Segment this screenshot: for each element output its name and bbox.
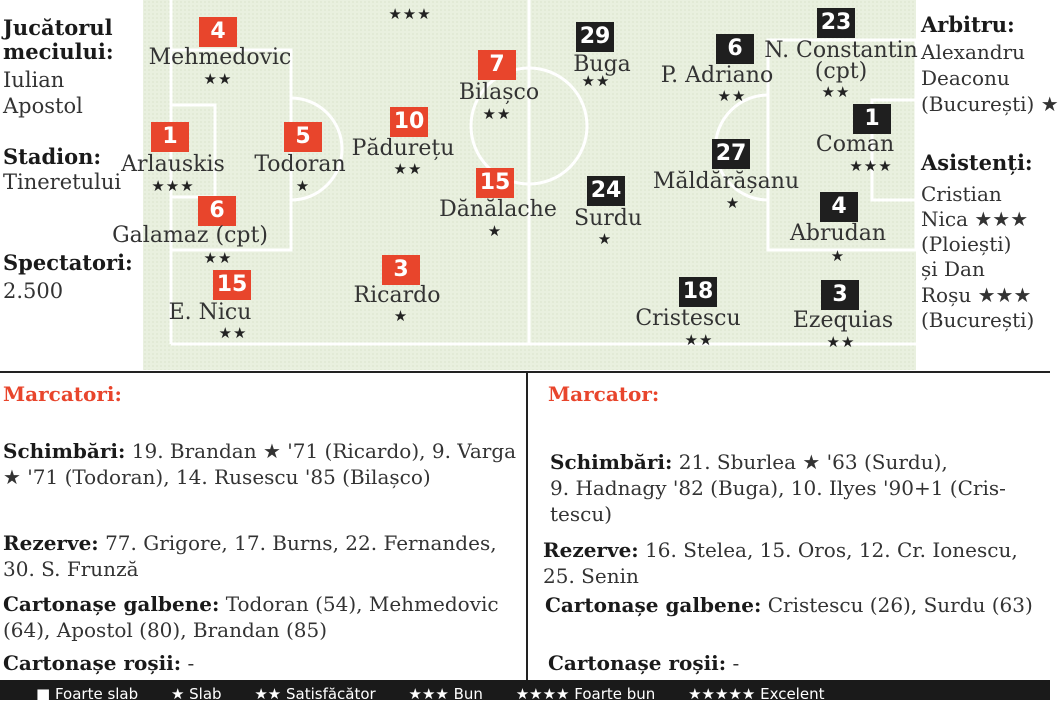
reserves (3, 530, 523, 582)
motm-last-name: Apostol (3, 94, 83, 118)
substitutions-label: Schimbări: (550, 450, 673, 474)
assistant-line: Roșu ★★★ (921, 283, 1032, 307)
player-number: 27 (712, 139, 750, 169)
substitutions-text: ★ '71 (Todoran), 14. Rusescu '85 (Bilașco) (3, 465, 431, 489)
player-name: Galamaz (cpt) (112, 223, 268, 248)
player-name: Bilașco (458, 80, 540, 105)
player-number: 4 (199, 17, 237, 47)
player-number: 6 (716, 34, 754, 64)
reserves (543, 537, 1043, 589)
referee-label: Arbitru: (921, 12, 1015, 37)
spectators-label: Spectatori: (3, 250, 133, 275)
player-number: 6 (198, 196, 236, 226)
player-rating: ★★★ (849, 157, 893, 175)
player-number: 1 (151, 122, 189, 152)
player-rating: ★ (487, 222, 503, 240)
player-name: Surdu (573, 206, 643, 231)
player-rating: ★★ (821, 83, 851, 101)
player-name: N. Constantin (764, 38, 918, 63)
motm-first-name: Iulian (3, 68, 65, 92)
reserves-text: 25. Senin (543, 564, 639, 588)
motm-label: Jucătorul meciului: (3, 15, 114, 64)
player-number: 7 (478, 50, 516, 80)
player-name: E. Nicu (168, 300, 252, 325)
assistant-line: Nica ★★★ (921, 207, 1029, 231)
player-name: Buga (573, 52, 631, 77)
player-rating: ★★ (826, 333, 856, 351)
player-number: 5 (284, 122, 322, 152)
player-rating: ★ (295, 177, 311, 195)
player-name: Abrudan (789, 221, 887, 246)
substitutions-text: 9. Hadnagy '82 (Buga), 10. Ilyes '90+1 (Cris- (550, 476, 1006, 500)
pitch-lineup (112, 0, 918, 370)
reserves-text: 77. Grigore, 17. Burns, 22. Fernandes, (105, 531, 497, 555)
player-rating: ★ (830, 247, 846, 265)
substitutions-text: 21. Sburlea ★ '63 (Surdu), (678, 450, 948, 474)
spectators-value: 2.500 (3, 279, 64, 303)
player-rating: ★ (725, 194, 741, 212)
player-rating: ★★ (717, 87, 747, 105)
substitutions (550, 449, 1045, 527)
player-rating: ★★ (203, 70, 233, 88)
player-rating: ★★★ (151, 177, 195, 195)
legend-very-good: ★★★★ Foarte bun (515, 685, 656, 703)
player-name: Ricardo (353, 283, 441, 308)
rating-legend (0, 680, 1050, 703)
red-cards-label: Cartonașe roșii: (548, 651, 727, 675)
player-number: 15 (213, 270, 251, 300)
player-number: 3 (821, 280, 859, 310)
assistant-line: și Dan (921, 257, 985, 281)
yellow-cards (3, 591, 523, 643)
substitutions-text: tescu) (550, 502, 613, 526)
red-cards-label: Cartonașe roșii: (3, 651, 182, 675)
player-number: 1 (853, 104, 891, 134)
yellow-cards (545, 592, 1045, 618)
legend-poor: ★ Slab (170, 685, 222, 703)
divider-horizontal (0, 371, 1050, 373)
red-cards-text: - (187, 651, 195, 675)
player-name: Cristescu (635, 306, 741, 331)
red-cards-text: - (732, 651, 740, 675)
player-number: 4 (820, 192, 858, 222)
legend-good: ★★★ Bun (408, 685, 483, 703)
player-name-suffix: (cpt) (814, 59, 868, 84)
player-name: Ezequias (792, 308, 894, 333)
player-rating: ★★ (684, 331, 714, 349)
substitutions (3, 438, 523, 490)
player-number: 24 (587, 176, 625, 206)
yellow-cards-text: Cristescu (26), Surdu (63) (767, 593, 1033, 617)
scorers-title: Marcatori: (3, 382, 122, 406)
referee-line: Alexandru (921, 40, 1026, 64)
assistant-line: (Ploiești) (921, 232, 1012, 256)
player-rating: ★★ (203, 249, 233, 267)
player-number: 23 (817, 8, 855, 38)
player-name: Todoran (254, 152, 346, 177)
player-rating: ★ (393, 307, 409, 325)
legend-very-poor: ■ Foarte slab (36, 685, 139, 703)
assistant-line: Cristian (921, 182, 1002, 206)
player-name: Arlauskis (121, 152, 225, 177)
player-rating: ★★ (393, 160, 423, 178)
player-name: P. Adriano (660, 63, 774, 88)
reserves-label: Rezerve: (3, 531, 99, 555)
red-cards (3, 650, 523, 676)
reserves-text: 16. Stelea, 15. Oros, 12. Cr. Ionescu, (645, 538, 1018, 562)
yellow-cards-label: Cartonașe galbene: (545, 593, 762, 617)
red-cards (548, 650, 1048, 676)
player-name: Dănălache (439, 197, 557, 222)
yellow-cards-text: Todoran (54), Mehmedovic (225, 592, 499, 616)
player-rating: ★★ (581, 72, 611, 90)
yellow-cards-text: (64), Apostol (80), Brandan (85) (3, 618, 328, 642)
yellow-cards-label: Cartonașe galbene: (3, 592, 220, 616)
substitutions-text: 19. Brandan ★ '71 (Ricardo), 9. Varga (131, 439, 517, 463)
substitutions-label: Schimbări: (3, 439, 126, 463)
reserves-label: Rezerve: (543, 538, 639, 562)
player-name: Coman (815, 132, 895, 157)
player-rating: ★★ (482, 105, 512, 123)
player-rating: ★★ (218, 324, 248, 342)
stadium-label: Stadion: (3, 144, 102, 169)
divider-vertical (526, 371, 528, 681)
scorer-title: Marcator: (548, 382, 660, 406)
legend-satisfactory: ★★ Satisfăcător (254, 685, 376, 703)
player-number: 29 (576, 22, 614, 52)
top-partial-stars: ★★★ (388, 5, 432, 23)
assistants-label: Asistenți: (921, 150, 1033, 175)
player-name: Mehmedovic (148, 45, 292, 70)
player-number: 18 (679, 277, 717, 307)
player-name: Pădurețu (351, 136, 455, 161)
player-rating: ★ (597, 230, 613, 248)
legend-excellent: ★★★★★ Excelent (688, 685, 825, 703)
player-number: 10 (390, 107, 428, 137)
player-number: 15 (476, 168, 514, 198)
stadium-value: Tineretului (3, 170, 122, 194)
player-name: Măldărășanu (652, 169, 800, 194)
reserves-text: 30. S. Frunză (3, 557, 139, 581)
assistant-line: (București) (921, 308, 1035, 332)
referee-line: (București) ★ (921, 92, 1059, 116)
referee-line: Deaconu (921, 66, 1010, 90)
player-number: 3 (382, 255, 420, 285)
